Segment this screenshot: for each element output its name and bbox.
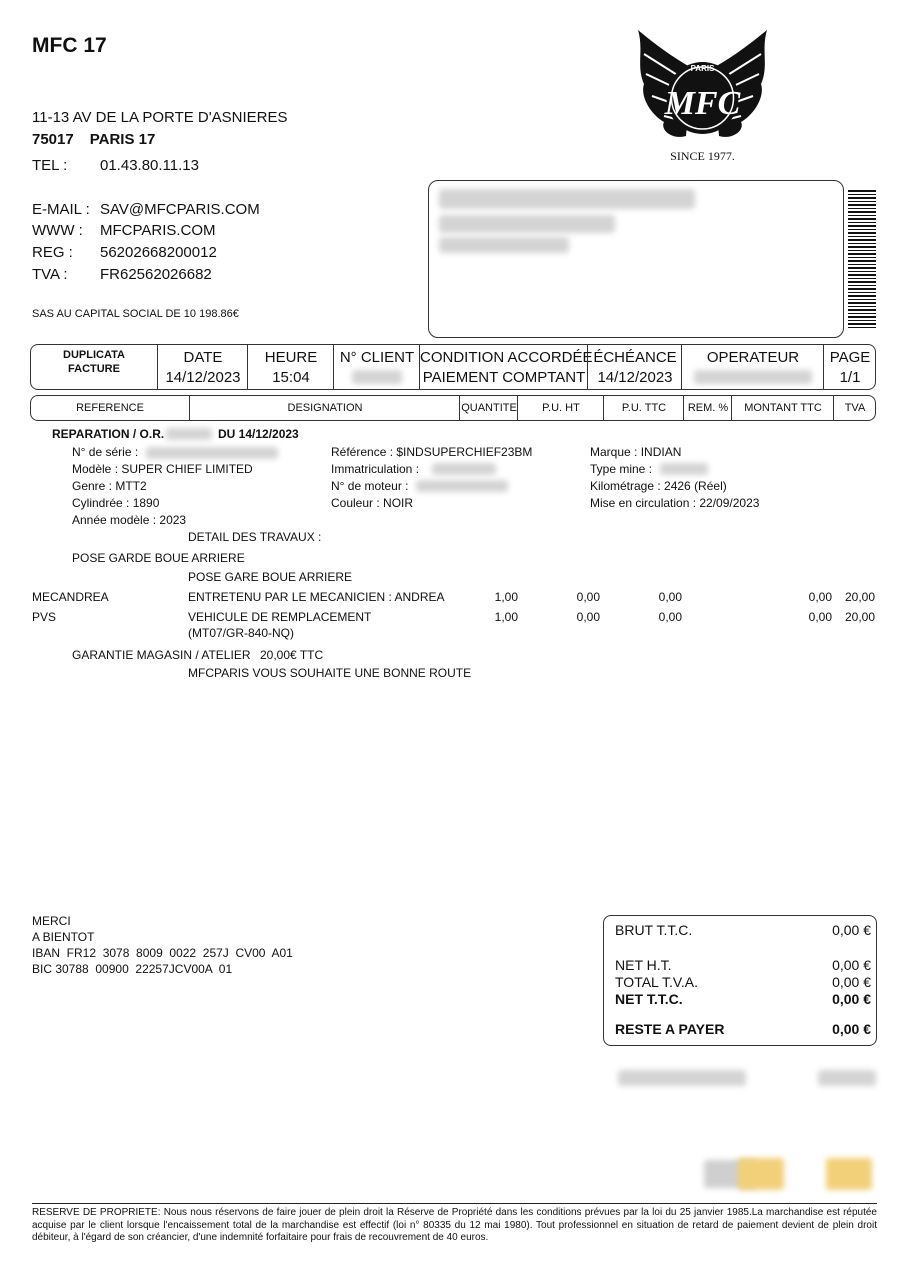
col-designation: DESIGNATION <box>189 396 460 420</box>
company-postcode-city <box>32 131 155 148</box>
due-date-value: 14/12/2023 <box>597 369 673 386</box>
vehicle-color: Couleur : NOIR <box>331 496 414 510</box>
tva-value: FR62562026682 <box>100 266 212 283</box>
tel-value: 01.43.80.11.13 <box>100 157 199 174</box>
tva-label: TVA : <box>32 266 68 283</box>
net-ttc-row <box>615 991 871 1007</box>
contact-reg <box>32 244 217 261</box>
col-rem: REM. % <box>683 396 732 420</box>
redacted-engine-number <box>416 480 508 492</box>
date-label: DATE <box>183 349 223 366</box>
redacted-stamp-3 <box>826 1158 872 1190</box>
vehicle-model: Modèle : SUPER CHIEF LIMITED <box>72 462 253 476</box>
contact-tva <box>32 266 212 283</box>
line-2-pu-ttc: 0,00 <box>658 610 682 624</box>
col-montant-ttc: MONTANT TTC <box>731 396 834 420</box>
line-1-pu-ttc: 0,00 <box>658 590 682 604</box>
reg-value: 56202668200012 <box>100 244 217 261</box>
time-cell <box>247 345 334 389</box>
logo-tagline: SINCE 1977. <box>670 149 735 163</box>
page-value: 1/1 <box>839 369 861 386</box>
date-cell <box>157 345 248 389</box>
client-address-box <box>428 180 844 338</box>
works-title: DETAIL DES TRAVAUX : <box>188 530 322 544</box>
line-2-qty: 1,00 <box>494 610 518 624</box>
line-1-tva: 20,00 <box>844 590 875 604</box>
balance-due-value: 0,00 € <box>832 1021 871 1037</box>
footer-divider <box>32 1203 877 1204</box>
line-2-ref: PVS <box>32 610 57 624</box>
redacted-operator <box>694 370 812 384</box>
legal-notice: RESERVE DE PROPRIETE: Nous nous réservons de faire jouer de plein droit la Réserve de Propriété dans les conditions prévues par la loi du 25 janvier 1985.La marchandise est réputée acquise par le client lorsque l'encaissement total de la marchandise est effectif (loi n° 80335 du 12 mai 1980). Tout professionnel en situation de retard de paiement devient de plein droit débiteur, à l'égard de son créancier, d'une indemnité forfaitaire pour frais de recouvrement de 40 euros. <box>32 1207 877 1243</box>
repair-date: DU 14/12/2023 <box>218 427 299 441</box>
line-2-desc-detail: (MT07/GR-840-NQ) <box>188 626 295 640</box>
company-address: 11-13 AV DE LA PORTE D'ASNIERES <box>32 109 288 126</box>
redacted-note <box>618 1070 746 1086</box>
redacted-client-street <box>439 215 615 233</box>
total-brut-label: BRUT T.T.C. <box>615 922 693 938</box>
redacted-order-number <box>166 428 212 440</box>
balance-due-label: RESTE A PAYER <box>615 1021 725 1037</box>
vehicle-mileage: Kilométrage : 2426 (Réel) <box>590 479 727 493</box>
www-label: WWW : <box>32 222 83 239</box>
net-ttc-value: 0,00 € <box>832 991 871 1007</box>
logo-paris-text: PARIS <box>690 64 715 73</box>
redacted-type-mine <box>660 463 708 475</box>
time-label: HEURE <box>264 349 318 366</box>
vehicle-brand: Marque : INDIAN <box>590 445 682 459</box>
thanks-line: MERCI <box>32 914 71 928</box>
total-tva-row <box>615 974 871 990</box>
net-ht-label: NET H.T. <box>615 957 672 973</box>
line-2-tva: 20,00 <box>844 610 875 624</box>
redacted-stamp-2 <box>738 1158 784 1190</box>
redacted-registration <box>432 463 496 475</box>
condition-label: CONDITION ACCORDÉE <box>420 349 593 366</box>
date-value: 14/12/2023 <box>165 369 241 386</box>
mfc-logo <box>630 26 775 166</box>
vehicle-reference: Référence : $INDSUPERCHIEF23BM <box>331 445 533 459</box>
contact-tel <box>32 157 199 174</box>
engine-label: N° de moteur : <box>331 479 409 493</box>
vehicle-circulation-date: Mise en circulation : 22/09/2023 <box>590 496 760 510</box>
due-date-label: ÉCHÉANCE <box>593 349 677 366</box>
www-value: MFCPARIS.COM <box>100 222 216 239</box>
col-tva: TVA <box>833 396 876 420</box>
farewell-message: MFCPARIS VOUS SOUHAITE UNE BONNE ROUTE <box>188 666 472 680</box>
capital-note: SAS AU CAPITAL SOCIAL DE 10 198.86€ <box>32 308 239 320</box>
contact-email <box>32 201 260 218</box>
redacted-client-number <box>352 370 402 384</box>
vehicle-model-year: Année modèle : 2023 <box>72 513 187 527</box>
reg-label: REG : <box>32 244 73 261</box>
line-1-pu-ht: 0,00 <box>576 590 600 604</box>
warranty-label: GARANTIE MAGASIN / ATELIER <box>72 648 251 662</box>
iban-line: IBAN FR12 3078 8009 0022 257J CV00 A01 <box>32 946 293 960</box>
serial-label: N° de série : <box>72 445 139 459</box>
tel-label: TEL : <box>32 157 68 174</box>
redacted-serial <box>146 447 278 459</box>
net-ht-row <box>615 957 871 973</box>
balance-due-row <box>615 1021 871 1037</box>
client-number-label: N° CLIENT <box>339 349 415 366</box>
line-1-amount: 0,00 <box>808 590 832 604</box>
totals-box <box>603 915 877 1046</box>
due-date-cell <box>587 345 682 389</box>
logo-mfc-text: MFC <box>664 85 741 122</box>
doc-type-cell <box>31 345 157 389</box>
city: PARIS 17 <box>89 131 156 148</box>
total-tva-label: TOTAL T.V.A. <box>615 974 699 990</box>
email-label: E-MAIL : <box>32 201 90 218</box>
work-item-1: POSE GARDE BOUE ARRIERE <box>72 551 245 565</box>
line-2-amount: 0,00 <box>808 610 832 624</box>
invoice-header-row <box>30 344 876 390</box>
line-2-pu-ht: 0,00 <box>576 610 600 624</box>
condition-value: PAIEMENT COMPTANT <box>422 369 586 386</box>
redacted-client-city <box>439 237 569 253</box>
doc-type-duplicata: DUPLICATA <box>63 349 125 361</box>
col-pu-ht: P.U. HT <box>517 396 604 420</box>
warranty-value: 20,00€ TTC <box>260 648 324 662</box>
contact-www <box>32 222 216 239</box>
net-ht-value: 0,00 € <box>832 957 871 973</box>
vehicle-cylinder: Cylindrée : 1890 <box>72 496 160 510</box>
total-brut-row <box>615 922 871 938</box>
time-value: 15:04 <box>272 369 310 386</box>
net-ttc-label: NET T.T.C. <box>615 991 683 1007</box>
col-pu-ttc: P.U. TTC <box>603 396 684 420</box>
page-label: PAGE <box>829 349 871 366</box>
doc-type-facture: FACTURE <box>68 363 120 375</box>
redacted-client-name <box>439 189 695 209</box>
line-1-ref: MECANDREA <box>32 590 109 604</box>
condition-cell <box>419 345 593 389</box>
operator-cell <box>681 345 824 389</box>
repair-title: REPARATION / O.R. <box>52 427 165 441</box>
col-reference: REFERENCE <box>76 402 144 414</box>
client-number-cell <box>333 345 420 389</box>
line-2-desc: VEHICULE DE REMPLACEMENT <box>188 610 372 624</box>
barcode <box>848 190 876 328</box>
postcode: 75017 <box>32 131 74 148</box>
work-item-2: POSE GARE BOUE ARRIERE <box>188 570 353 584</box>
line-1-qty: 1,00 <box>494 590 518 604</box>
total-brut-value: 0,00 € <box>832 922 871 938</box>
registration-label: Immatriculation : <box>331 462 420 476</box>
col-quantite: QUANTITE <box>459 396 518 420</box>
page-cell <box>823 345 876 389</box>
bic-line: BIC 30788 00900 22257JCV00A 01 <box>32 962 233 976</box>
redacted-note-value <box>818 1070 876 1086</box>
see-you-line: A BIENTOT <box>32 930 95 944</box>
line-1-desc: ENTRETENU PAR LE MECANICIEN : ANDREA <box>188 590 445 604</box>
vehicle-genre: Genre : MTT2 <box>72 479 147 493</box>
email-value: SAV@MFCPARIS.COM <box>100 201 260 218</box>
company-name: MFC 17 <box>32 34 107 57</box>
column-header-row <box>30 395 876 421</box>
total-tva-value: 0,00 € <box>832 974 871 990</box>
operator-label: OPERATEUR <box>706 349 800 366</box>
type-mine-label: Type mine : <box>590 462 653 476</box>
